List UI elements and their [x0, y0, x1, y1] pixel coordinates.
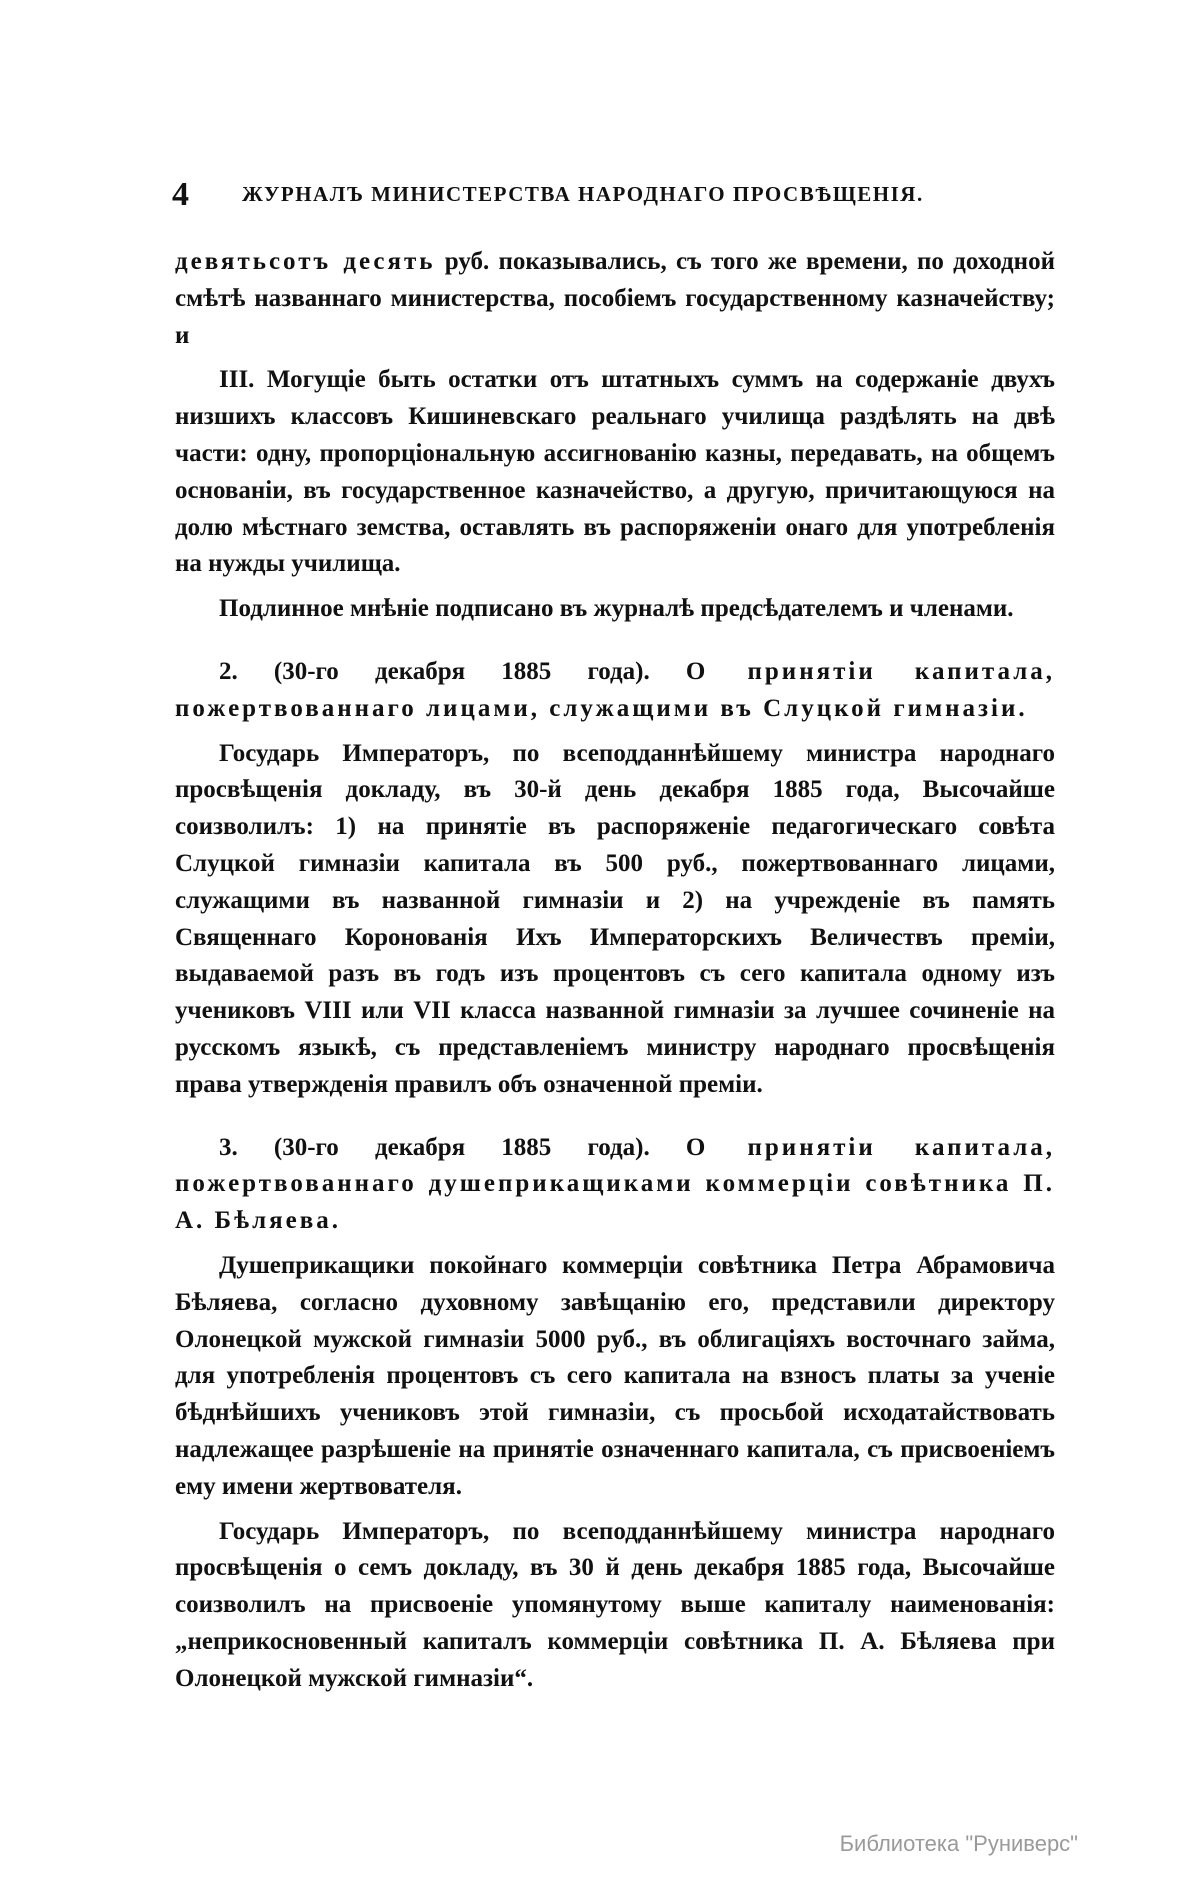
- paragraph-continuation: [175, 244, 1055, 354]
- paragraph-item-iii: III. Могущіе быть остатки отъ штатныхъ суммъ на содержаніе двухъ низшихъ классовъ Кишиневскаго реальнаго училища раздѣлять на двѣ части: одну, пропорціональную ассигнованію казны, передавать, на общемъ основаніи, въ государственное казначейство, а другую, причитающуюся на долю мѣстнаго земства, оставлять въ распоряженіи онаго для употребленія на нужды училища.: [175, 366, 1055, 578]
- library-watermark: Библиотека "Руниверс": [839, 1831, 1078, 1856]
- page-number: 4: [172, 176, 189, 213]
- section-heading-2: [175, 654, 1055, 728]
- running-head: [172, 176, 1062, 216]
- body-text: [175, 244, 1055, 1697]
- section-number: 3. (30-го декабря 1885 года).: [219, 1133, 686, 1161]
- spaced-words: девятьсотъ десять: [175, 248, 436, 275]
- paragraph-decree-2: Государь Императоръ, по всеподданнѣйшему министра народнаго просвѣщенія докладу, въ 30-й день декабря 1885 года, Высочайше соизволилъ: 1) на принятіе въ распоряженіе педагогическаго совѣта Слуцкой гимназіи капитала въ 500 руб., пожертвованнаго лицами, служащими въ названной гимназіи и 2) на учрежденіе въ память Священнаго Коронованія Ихъ Императорскихъ Величествъ преміи, выдаваемой разъ въ годъ изъ процентовъ съ сего капитала одному изъ учениковъ VIII или VII класса названной гимназіи за лучшее сочиненіе на русскомъ языкѣ, съ представленіемъ министру народнаго просвѣщенія права утвержденія правилъ объ означенной преміи.: [175, 739, 1055, 1098]
- section-heading-3: [175, 1130, 1055, 1240]
- section-title: О принятіи капитала, пожертвованнаго душеприкащиками коммерціи совѣтника П. А. Бѣляева.: [175, 1133, 1056, 1235]
- paragraph-executors: Душеприкащики покойнаго коммерціи совѣтника Петра Абрамовича Бѣляева, согласно духовному завѣщанію его, представили директору Олонецкой мужской гимназіи 5000 руб., въ облигаціяхъ восточнаго займа, для употребленія процентовъ съ сего капитала на взносъ платы за ученіе бѣднѣйшихъ учениковъ этой гимназіи, съ просьбой исходатайствовать надлежащее разрѣшеніе на принятіе означеннаго капитала, съ присвоеніемъ ему имени жертвователя.: [175, 1251, 1055, 1500]
- paragraph-text: руб. показывались, съ того же времени, по доходной смѣтѣ названнаго министерства, пособіемъ государственному казначейству; и: [175, 248, 1055, 349]
- section-title: О принятіи капитала, пожертвованнаго лицами, служащими въ Слуцкой гимназіи.: [175, 657, 1056, 722]
- paragraph-signature-note: Подлинное мнѣніе подписано въ журналѣ предсѣдателемъ и членами.: [219, 595, 1014, 623]
- section-number: 2. (30-го декабря 1885 года).: [219, 657, 686, 685]
- paragraph-decree-3: Государь Императоръ, по всеподданнѣйшему министра народнаго просвѣщенія о семъ докладу, въ 30 й день декабря 1885 года, Высочайше соизволилъ на присвоеніе упомянутому выше капиталу наименованія: „неприкосновенный капиталъ коммерціи совѣтника П. А. Бѣляева при Олонецкой мужской гимназіи“.: [175, 1517, 1055, 1692]
- journal-title: ЖУРНАЛЪ МИНИСТЕРСТВА НАРОДНАГО ПРОСВѢЩЕНІЯ.: [242, 182, 924, 206]
